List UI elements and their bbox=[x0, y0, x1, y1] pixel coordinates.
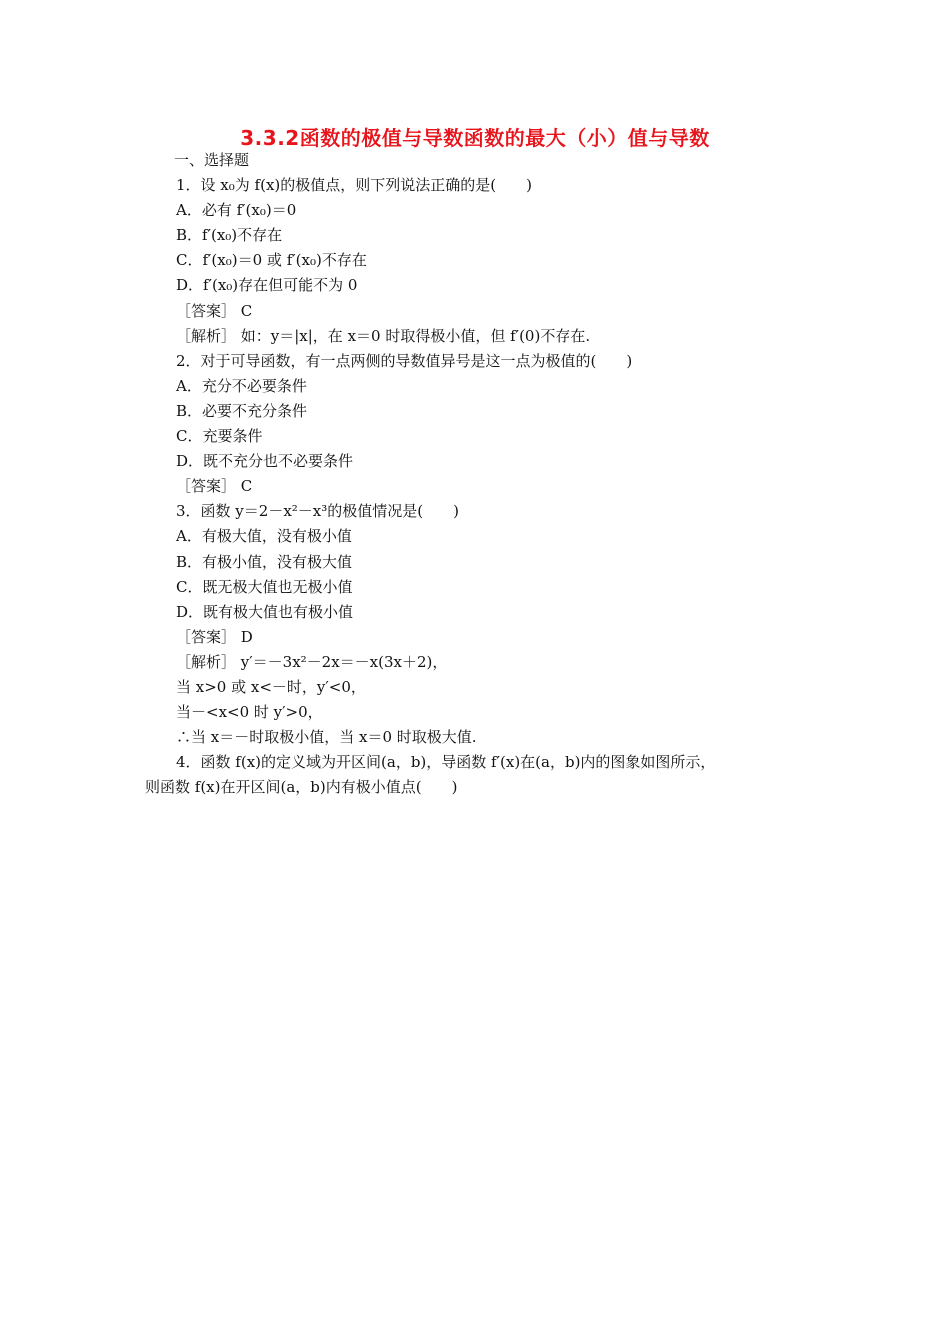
document-body bbox=[145, 148, 826, 800]
question-3-conclusion: ∴当 x＝－时取极小值，当 x＝0 时取极大值. bbox=[176, 728, 477, 747]
page-title: 3.3.2函数的极值与导数函数的最大（小）值与导数 bbox=[240, 126, 710, 150]
question-2-option-c: C．充要条件 bbox=[176, 427, 263, 446]
question-1-explanation: ［解析］ 如：y＝|x|，在 x＝0 时取得极小值，但 f′(0)不存在. bbox=[176, 326, 591, 345]
question-2-option-b: B．必要不充分条件 bbox=[176, 401, 308, 420]
question-3-option-c: C．既无极大值也无极小值 bbox=[176, 577, 353, 596]
question-2-option-d: D．既不充分也不必要条件 bbox=[176, 452, 354, 471]
question-4-continued: 则函数 f(x)在开区间(a，b)内有极小值点( ) bbox=[145, 778, 458, 797]
question-3: 3．函数 y＝2－x²－x³的极值情况是( ) bbox=[176, 502, 459, 521]
question-3-option-d: D．既有极大值也有极小值 bbox=[176, 602, 354, 621]
question-3-explanation: ［解析］ y′＝－3x²－2x＝－x(3x＋2)， bbox=[176, 652, 448, 671]
question-1-answer: ［答案］ C bbox=[176, 301, 253, 320]
question-1: 1．设 x₀为 f(x)的极值点，则下列说法正确的是( ) bbox=[176, 176, 532, 195]
question-1-option-a: A．必有 f′(x₀)＝0 bbox=[176, 201, 297, 220]
question-1-option-c: C．f′(x₀)＝0 或 f′(x₀)不存在 bbox=[176, 251, 367, 270]
question-3-explanation-case-1: 当 x>0 或 x<－时，y′<0， bbox=[176, 677, 366, 696]
question-2-option-a: A．充分不必要条件 bbox=[176, 376, 307, 395]
question-2-answer: ［答案］ C bbox=[176, 477, 253, 496]
question-3-explanation-case-2: 当－<x<0 时 y′>0， bbox=[176, 703, 323, 722]
question-3-option-a: A．有极大值，没有极小值 bbox=[176, 527, 352, 546]
question-3-option-b: B．有极小值，没有极大值 bbox=[176, 552, 353, 571]
question-1-option-b: B．f′(x₀)不存在 bbox=[176, 226, 283, 245]
question-2: 2．对于可导函数，有一点两侧的导数值异号是这一点为极值的( ) bbox=[176, 351, 633, 370]
question-1-option-d: D．f′(x₀)存在但可能不为 0 bbox=[176, 276, 358, 295]
section-heading: 一、选择题 bbox=[174, 151, 250, 169]
question-4: 4．函数 f(x)的定义域为开区间(a，b)，导函数 f′(x)在(a，b)内的图象如图所示， bbox=[176, 753, 716, 772]
question-3-answer: ［答案］ D bbox=[176, 627, 253, 646]
